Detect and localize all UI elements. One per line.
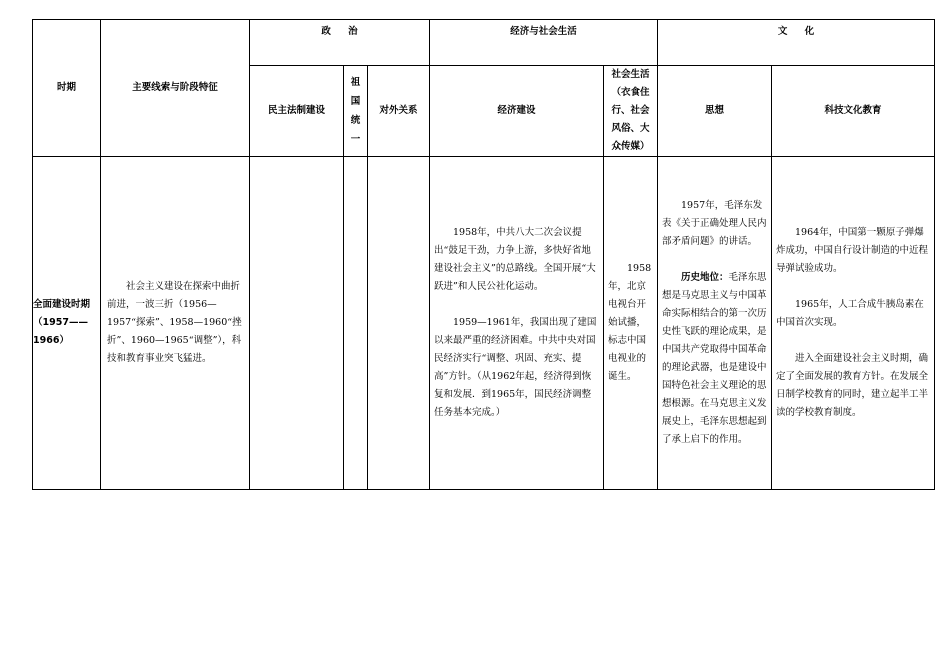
header-foreign-relations: 对外关系: [368, 66, 430, 157]
thought-label: 历史地位：: [681, 272, 729, 283]
thought-paragraph-1: 1957年，毛泽东发表《关于正确处理人民内部矛盾问题》的讲话。: [662, 200, 767, 247]
economy-paragraph-1: 1958年，中共八大二次会议提出“鼓足干劲，力争上游，多快好省地建设社会主义”的总路线。全国开展“大跃进”和人民公社化运动。: [434, 227, 596, 292]
header-period: 时期: [33, 20, 101, 157]
header-reunification: [344, 66, 368, 157]
cell-thought: [658, 157, 772, 490]
social-life-text: 1958年，北京电视台开始试播，标志中国电视业的诞生。: [608, 263, 652, 382]
sci-paragraph-3: 进入全面建设社会主义时期，确定了全面发展的教育方针。在发展全日制学校教育的同时，建立起半工半读的学校教育制度。: [776, 353, 929, 418]
cell-period: 全面建设时期（1957——1966）: [33, 157, 101, 490]
header-culture: 文 化: [658, 20, 935, 66]
main-clue-text: 社会主义建设在探索中曲折前进，一波三折（1956—1957“探索”、1958—1960“挫折”、1960—1965“调整”），科技和教育事业突飞猛进。: [107, 281, 242, 364]
header-sci-tech-edu: 科技文化教育: [772, 66, 935, 157]
header-economic-construction: 经济建设: [430, 66, 604, 157]
header-economy-society: 经济与社会生活: [430, 20, 658, 66]
header-politics: 政 治: [250, 20, 430, 66]
cell-economy: [430, 157, 604, 490]
cell-foreign-relations: [368, 157, 430, 490]
header-main-clue: 主要线索与阶段特征: [101, 20, 250, 157]
history-summary-table: [32, 19, 935, 490]
thought-paragraph-2: 毛泽东思想是马克思主义与中国革命实际相结合的第一次历史性飞跃的理论成果，是中国共产党取得中国革命的理论武器，也是建设中国特色社会主义理论的思想根源。在马克思主义发展史上，毛泽东思想起到了承上启下的作用。: [662, 272, 767, 445]
header-thought: 思想: [658, 66, 772, 157]
cell-main-clue: [101, 157, 250, 490]
cell-democracy-law: [250, 157, 344, 490]
cell-reunification: [344, 157, 368, 490]
economy-paragraph-2: 1959—1961年，我国出现了建国以来最严重的经济困难。中共中央对国民经济实行“调整、巩固、充实、提高”方针。（从1962年起，经济得到恢复和发展．到1965年，国民经济调整任务基本完成。）: [434, 317, 597, 418]
header-social-life: 社会生活（衣食住行、社会风俗、大众传媒）: [604, 66, 658, 157]
sci-paragraph-1: 1964年，中国第一颗原子弹爆炸成功，中国自行设计制造的中近程导弹试验成功。: [776, 227, 929, 274]
header-democracy-law: 民主法制建设: [250, 66, 344, 157]
cell-sci-tech-edu: [772, 157, 935, 490]
sci-paragraph-2: 1965年，人工合成牛胰岛素在中国首次实现。: [776, 299, 924, 328]
header-reunification-label: 祖国统一: [350, 77, 361, 145]
cell-social-life: [604, 157, 658, 490]
